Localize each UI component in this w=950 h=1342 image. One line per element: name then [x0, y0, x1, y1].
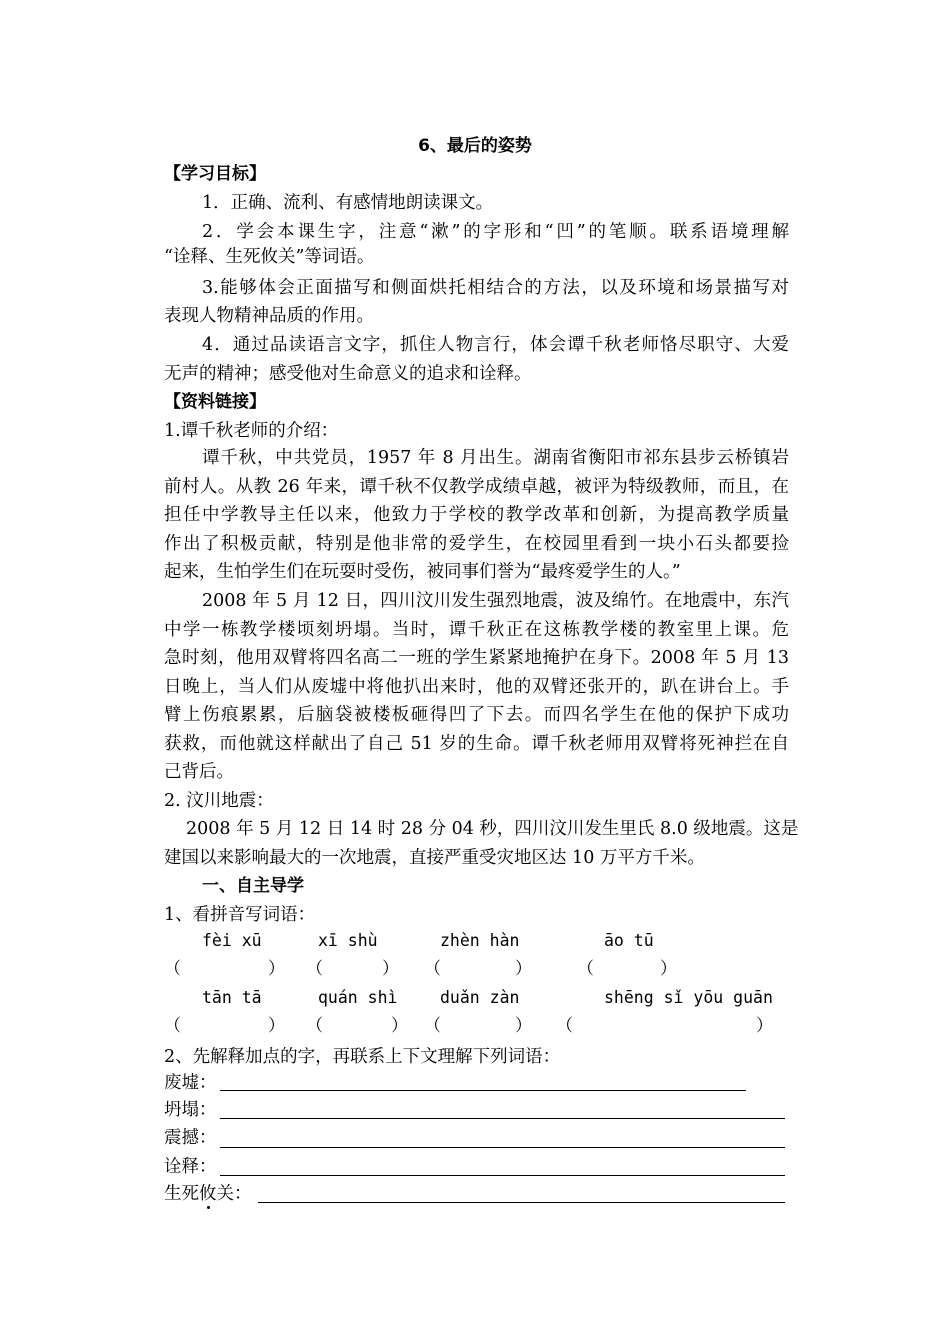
goal-line: 3.能够体会正面描写和侧面烘托相结合的方法，以及环境和场景描写对 — [202, 278, 789, 298]
answer-close-paren: ） — [756, 1016, 773, 1036]
answer-close-paren: ） — [660, 959, 677, 979]
goal-line: 4．通过品读语言文字，抓住人物言行，体会谭千秋老师恪尽职守、大爱 — [202, 335, 789, 355]
intro-paragraph-line: 急时刻，他用双臂将四名高二一班的学生紧紧地掩护在身下。2008 年 5 月 13 — [164, 648, 789, 668]
intro-paragraph-line: 日晚上，当人们从废墟中将他扒出来时，他的双臂还张开的，趴在讲台上。手 — [164, 677, 789, 697]
pinyin-prompt: zhèn hàn — [440, 931, 520, 950]
goal-line: 无声的精神；感受他对生命意义的追求和诠释。 — [164, 364, 532, 384]
answer-close-paren: ） — [268, 1016, 285, 1036]
goal-line: “诠释、生死攸关”等词语。 — [164, 247, 375, 267]
pinyin-prompt: xī shù — [318, 931, 378, 950]
page-title: 6、最后的姿势 — [418, 136, 532, 156]
goals-heading: 【学习目标】 — [164, 164, 266, 184]
answer-open-paren: （ — [164, 959, 181, 979]
intro-paragraph-line: 臂上伤痕累累，后脑袋被楼板砸得凹了下去。而四名学生在他的保护下成功 — [164, 705, 789, 725]
pinyin-prompt: fèi xū — [202, 931, 262, 950]
intro-paragraph-line: 己背后。 — [164, 762, 234, 782]
intro-paragraph-line: 担任中学教导主任以来，他致力于学校的教学改革和创新，为提高教学质量 — [164, 505, 789, 525]
goal-line: 1．正确、流利、有感情地朗读课文。 — [202, 193, 494, 213]
answer-open-paren: （ — [306, 1016, 323, 1036]
intro-heading: 1.谭千秋老师的介绍： — [164, 421, 339, 441]
answer-close-paren: ） — [268, 959, 285, 979]
answer-line[interactable] — [220, 1090, 746, 1091]
term-label: 坍塌： — [164, 1100, 217, 1120]
answer-open-paren: （ — [577, 959, 594, 979]
question-1-heading: 1、看拼音写词语： — [164, 905, 316, 925]
intro-paragraph-line: 获救，而他就这样献出了自己 51 岁的生命。谭千秋老师用双臂将死神拦在自 — [164, 734, 789, 754]
pinyin-prompt: duǎn zàn — [440, 988, 520, 1007]
emphasis-dot — [207, 1206, 210, 1209]
goal-line: 2．学会本课生字，注意“漱”的字形和“凹”的笔顺。联系语境理解 — [202, 222, 789, 242]
answer-line[interactable] — [220, 1147, 785, 1148]
answer-close-paren: ） — [391, 1016, 408, 1036]
self-study-heading: 一、自主导学 — [202, 876, 304, 896]
answer-close-paren: ） — [382, 959, 399, 979]
answer-open-paren: （ — [424, 959, 441, 979]
term-label: 诠释： — [164, 1157, 217, 1177]
pinyin-prompt: shēng sǐ yōu guān — [604, 988, 773, 1007]
term-label: 震撼： — [164, 1128, 217, 1148]
answer-line[interactable] — [220, 1118, 785, 1119]
links-heading: 【资料链接】 — [164, 392, 266, 412]
intro-paragraph-line: 起来，生怕学生们在玩耍时受伤，被同事们誉为“最疼爱学生的人。” — [164, 562, 681, 582]
answer-open-paren: （ — [556, 1016, 573, 1036]
quake-heading: 2. 汶川地震： — [164, 791, 274, 811]
answer-close-paren: ） — [515, 959, 532, 979]
answer-open-paren: （ — [164, 1016, 181, 1036]
answer-close-paren: ） — [515, 1016, 532, 1036]
quake-paragraph-line: 建国以来影响最大的一次地震，直接严重受灾地区达 10 万平方千米。 — [164, 848, 705, 868]
answer-open-paren: （ — [424, 1016, 441, 1036]
intro-paragraph-line: 作出了积极贡献，特别是他非常的爱学生，在校园里看到一块小石头都要捡 — [164, 534, 789, 554]
quake-paragraph-line: 2008 年 5 月 12 日 14 时 28 分 04 秒，四川汶川发生里氏 8.0 级地震。这是 — [186, 819, 799, 839]
question-2-heading: 2、先解释加点的字，再联系上下文理解下列词语： — [164, 1047, 561, 1067]
intro-paragraph-line: 中学一栋教学楼顷刻坍塌。当时，谭千秋正在这栋教学楼的教室里上课。危 — [164, 620, 789, 640]
pinyin-prompt: quán shì — [318, 988, 398, 1007]
pinyin-prompt: tān tā — [202, 988, 262, 1007]
intro-paragraph-line: 前村人。从教 26 年来，谭千秋不仅教学成绩卓越，被评为特级教师，而且，在 — [164, 477, 789, 497]
answer-open-paren: （ — [306, 959, 323, 979]
pinyin-prompt: āo tū — [604, 931, 654, 950]
intro-paragraph-line: 谭千秋，中共党员，1957 年 8 月出生。湖南省衡阳市祁东县步云桥镇岩 — [202, 448, 789, 468]
term-label: 生死攸关： — [164, 1184, 252, 1204]
intro-paragraph-line: 2008 年 5 月 12 日，四川汶川发生强烈地震，波及绵竹。在地震中，东汽 — [202, 591, 789, 611]
answer-line[interactable] — [258, 1202, 785, 1203]
term-label: 废墟： — [164, 1073, 217, 1093]
goal-line: 表现人物精神品质的作用。 — [164, 306, 374, 326]
answer-line[interactable] — [220, 1175, 785, 1176]
